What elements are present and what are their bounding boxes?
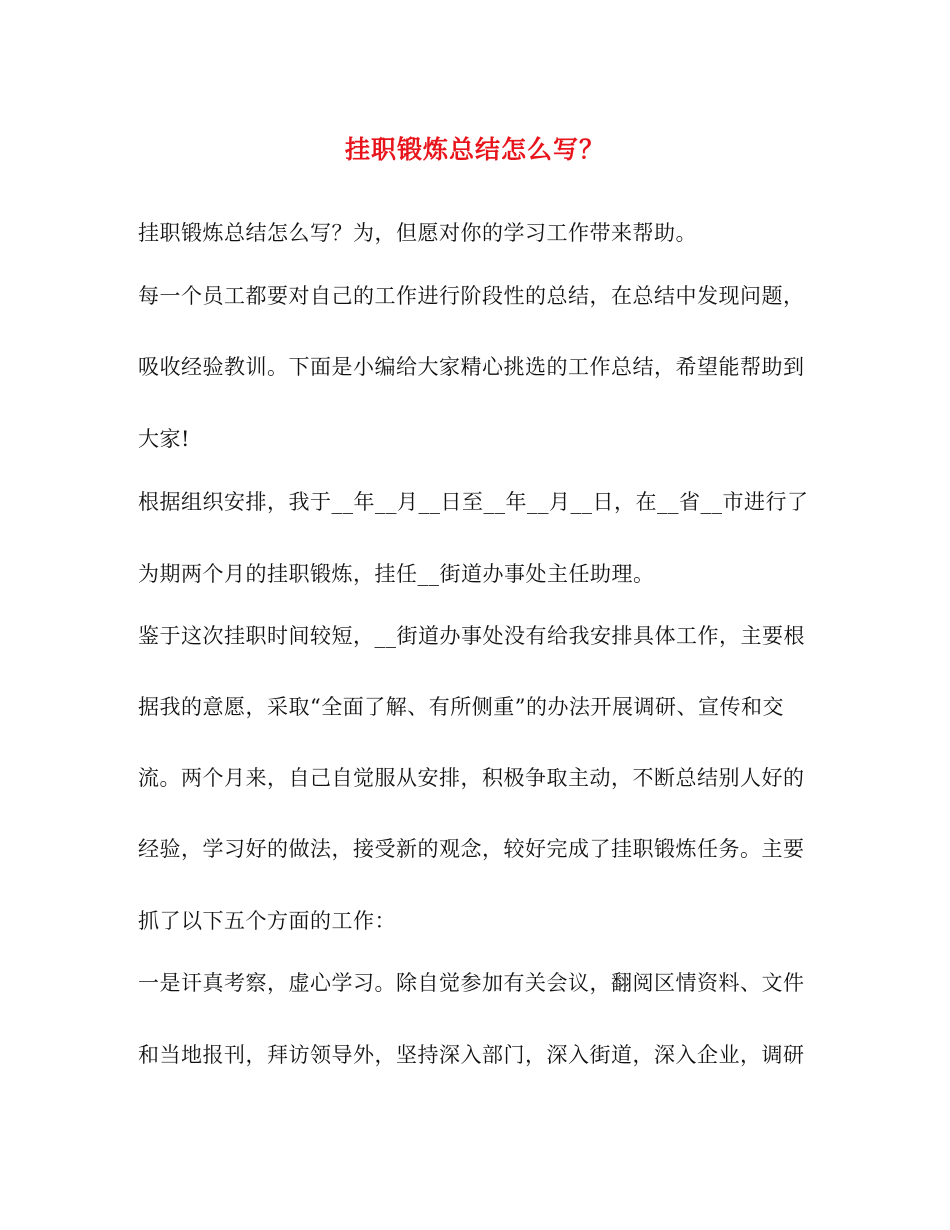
body-line-9: 流。两个月来，自己自觉服从安排，积极争取主动，不断总结别人好的 <box>138 766 805 790</box>
body-line-10: 经验，学习好的做法，接受新的观念，较好完成了挂职锻炼任务。主要 <box>138 837 805 861</box>
body-line-2: 每一个员工都要对自己的工作进行阶段性的总结，在总结中发现问题， <box>138 284 805 308</box>
document-title: 挂职锻炼总结怎么写？ <box>344 135 605 164</box>
body-line-13: 和当地报刊，拜访领导外，坚持深入部门，深入街道，深入企业，调研 <box>138 1043 805 1067</box>
body-line-3: 吸收经验教训。下面是小编给大家精心挑选的工作总结，希望能帮助到 <box>138 355 805 379</box>
body-line-12: 一是讦真考察，虚心学习。除自觉参加有关会议，翻阅区情资料、文件 <box>138 971 805 995</box>
body-line-4: 大家! <box>138 427 190 451</box>
body-line-5: 根据组织安排，我于__年__月__日至__年__月__日，在__省__市进行了 <box>138 490 809 514</box>
body-line-1: 挂职锻炼总结怎么写？为，但愿对你的学习工作带来帮助。 <box>138 221 697 245</box>
body-line-11: 抓了以下五个方面的工作： <box>138 909 396 933</box>
body-line-7: 鉴于这次挂职时间较短，__街道办事处没有给我安排具体工作，主要根 <box>138 624 805 648</box>
body-line-8: 据我的意愿，采取“全面了解、有所侧重”的办法开展调研、宣传和交 <box>138 695 784 719</box>
body-line-6: 为期两个月的挂职锻炼，挂任__街道办事处主任助理。 <box>138 562 655 586</box>
